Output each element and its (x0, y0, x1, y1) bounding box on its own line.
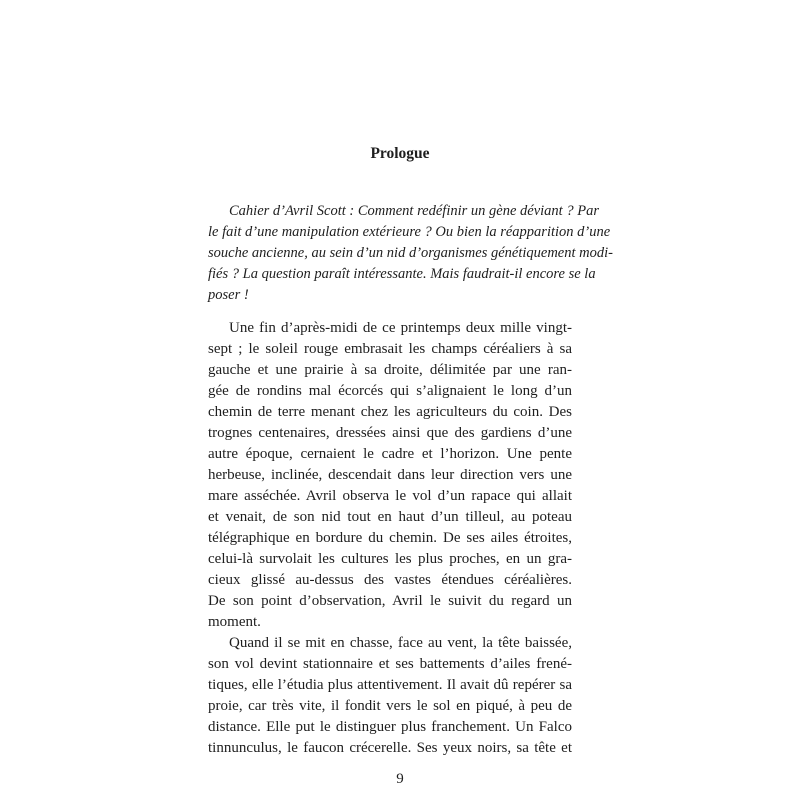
text-line: son vol devint stationnaire et ses battements d’ailes frené- (208, 656, 572, 672)
text-line: sept ; le soleil rouge embrasait les champs céréaliers à sa (208, 341, 572, 357)
page-number: 9 (396, 771, 404, 787)
text-line: proie, car très vite, il fondit vers le sol en piqué, à peu de (208, 698, 572, 714)
text-line: tinnunculus, le faucon crécerelle. Ses yeux noirs, sa tête et (208, 740, 572, 756)
text-line: Quand il se mit en chasse, face au vent, la tête baissée, (229, 635, 572, 651)
epigraph-line: le fait d’une manipulation extérieure ? Ou bien la réapparition d’une (208, 224, 611, 240)
text-line: chemin de terre menant chez les agriculteurs du coin. Des (208, 404, 572, 420)
text-line: tiques, elle l’étudia plus attentivement. Il avait dû repérer sa (208, 677, 572, 693)
text-line: cieux glissé au-dessus des vastes étendues céréalières. (208, 572, 572, 588)
text-line: Une fin d’après-midi de ce printemps deux mille vingt- (229, 320, 572, 336)
text-line: mare asséchée. Avril observa le vol d’un rapace qui allait (208, 488, 572, 504)
text-line: herbeuse, inclinée, descendait dans leur direction vers une (208, 467, 572, 483)
text-line: distance. Elle put le distinguer plus franchement. Un Falco (208, 719, 572, 735)
epigraph-line: fiés ? La question paraît intéressante. Mais faudrait-il encore se la (208, 266, 596, 282)
epigraph-line: poser ! (208, 287, 249, 303)
text-line: De son point d’observation, Avril le suivit du regard un (208, 593, 572, 609)
epigraph-line: souche ancienne, au sein d’un nid d’organismes génétiquement modi- (208, 245, 613, 261)
text-line: gée de rondins mal écorcés qui s’alignaient le long d’un (208, 383, 572, 399)
epigraph-line: Cahier d’Avril Scott : Comment redéfinir un gène déviant ? Par (229, 203, 599, 219)
chapter-title: Prologue (370, 145, 430, 162)
text-line: et venait, de son nid tout en haut d’un tilleul, au poteau (208, 509, 572, 525)
text-line: gauche et une prairie à sa droite, délimitée par une ran- (208, 362, 572, 378)
text-line: télégraphique en bordure du chemin. De ses ailes étroites, (208, 530, 572, 546)
text-line: trognes centenaires, dressées ainsi que des gardiens d’une (208, 425, 572, 441)
text-line: moment. (208, 614, 261, 630)
text-line: autre époque, cernaient le cadre et l’horizon. Une pente (208, 446, 572, 462)
text-line: celui-là survolait les cultures les plus proches, en un gra- (208, 551, 572, 567)
